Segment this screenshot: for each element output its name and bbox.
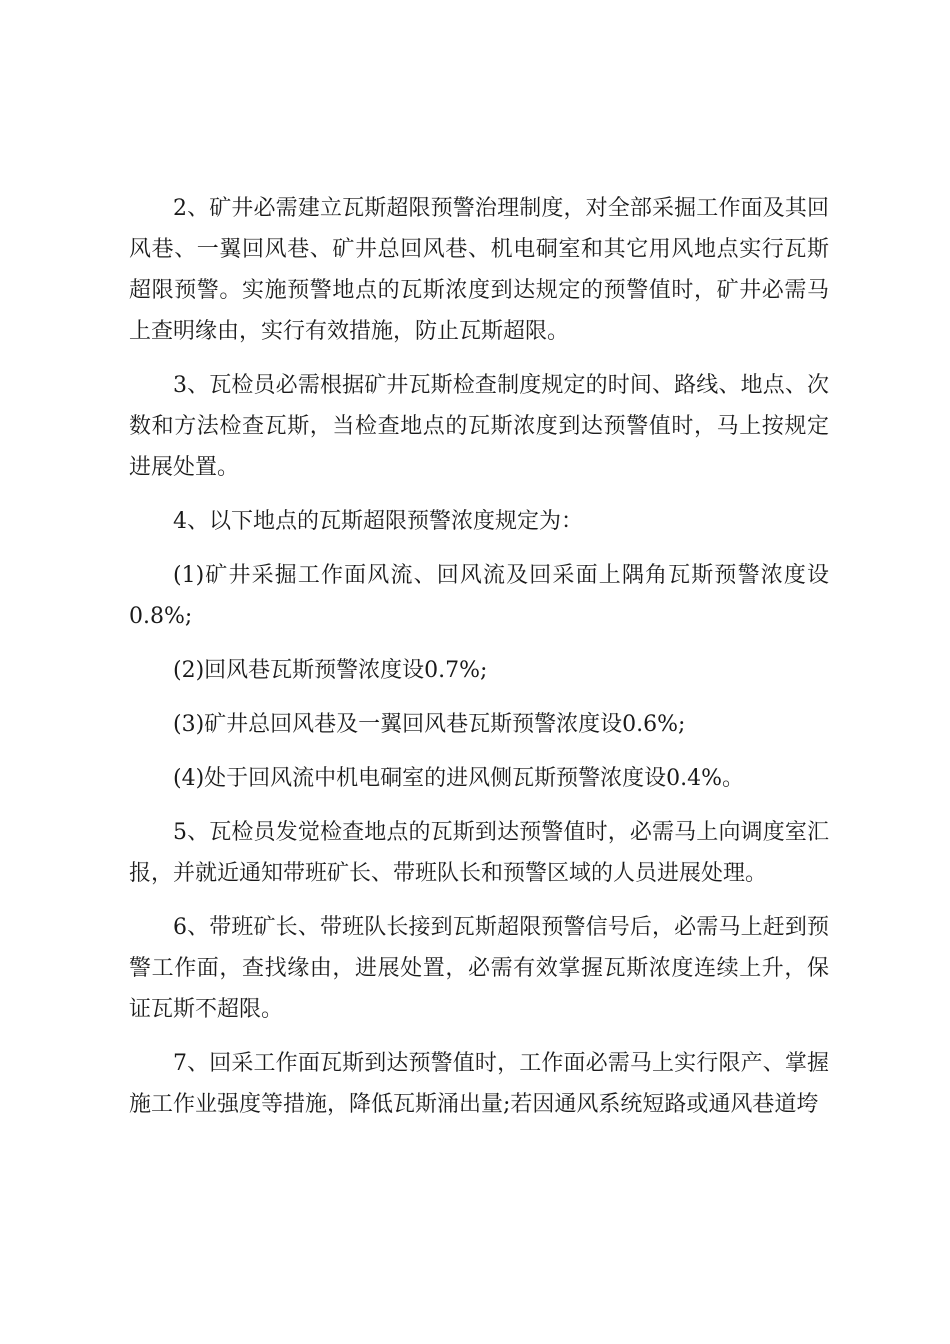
paragraph-item-6: 6、带班矿长、带班队长接到瓦斯超限预警信号后，必需马上赶到预警工作面，查找缘由，进展处置，必需有效掌握瓦斯浓度连续上升，保证瓦斯不超限。 bbox=[129, 915, 829, 1022]
paragraph-item-5: 5、瓦检员发觉检查地点的瓦斯到达预警值时，必需马上向调度室汇报，并就近通知带班矿长、带班队长和预警区域的人员进展处理。 bbox=[129, 820, 829, 886]
paragraph-item-7: 7、回采工作面瓦斯到达预警值时，工作面必需马上实行限产、掌握施工作业强度等措施，降低瓦斯涌出量;若因通风系统短路或通风巷道垮 bbox=[129, 1051, 829, 1117]
paragraph-item-4: 4、以下地点的瓦斯超限预警浓度规定为： bbox=[173, 509, 583, 534]
paragraph-item-2: 2、矿井必需建立瓦斯超限预警治理制度，对全部采掘工作面及其回风巷、一翼回风巷、矿井总回风巷、机电硐室和其它用风地点实行瓦斯超限预警。实施预警地点的瓦斯浓度到达规定的预警值时，矿井必需马上查明缘由，实行有效措施，防止瓦斯超限。 bbox=[129, 196, 829, 344]
sub-item-1: (1)矿井采掘工作面风流、回风流及回采面上隅角瓦斯预警浓度设0.8%; bbox=[129, 563, 829, 629]
paragraph-item-3: 3、瓦检员必需根据矿井瓦斯检查制度规定的时间、路线、地点、次数和方法检查瓦斯，当检查地点的瓦斯浓度到达预警值时，马上按规定进展处置。 bbox=[129, 373, 829, 480]
document-body bbox=[129, 188, 829, 1138]
sub-item-2: (2)回风巷瓦斯预警浓度设0.7%; bbox=[173, 658, 488, 683]
sub-item-4: (4)处于回风流中机电硐室的进风侧瓦斯预警浓度设0.4%。 bbox=[173, 766, 745, 791]
sub-item-3: (3)矿井总回风巷及一翼回风巷瓦斯预警浓度设0.6%; bbox=[173, 712, 686, 737]
